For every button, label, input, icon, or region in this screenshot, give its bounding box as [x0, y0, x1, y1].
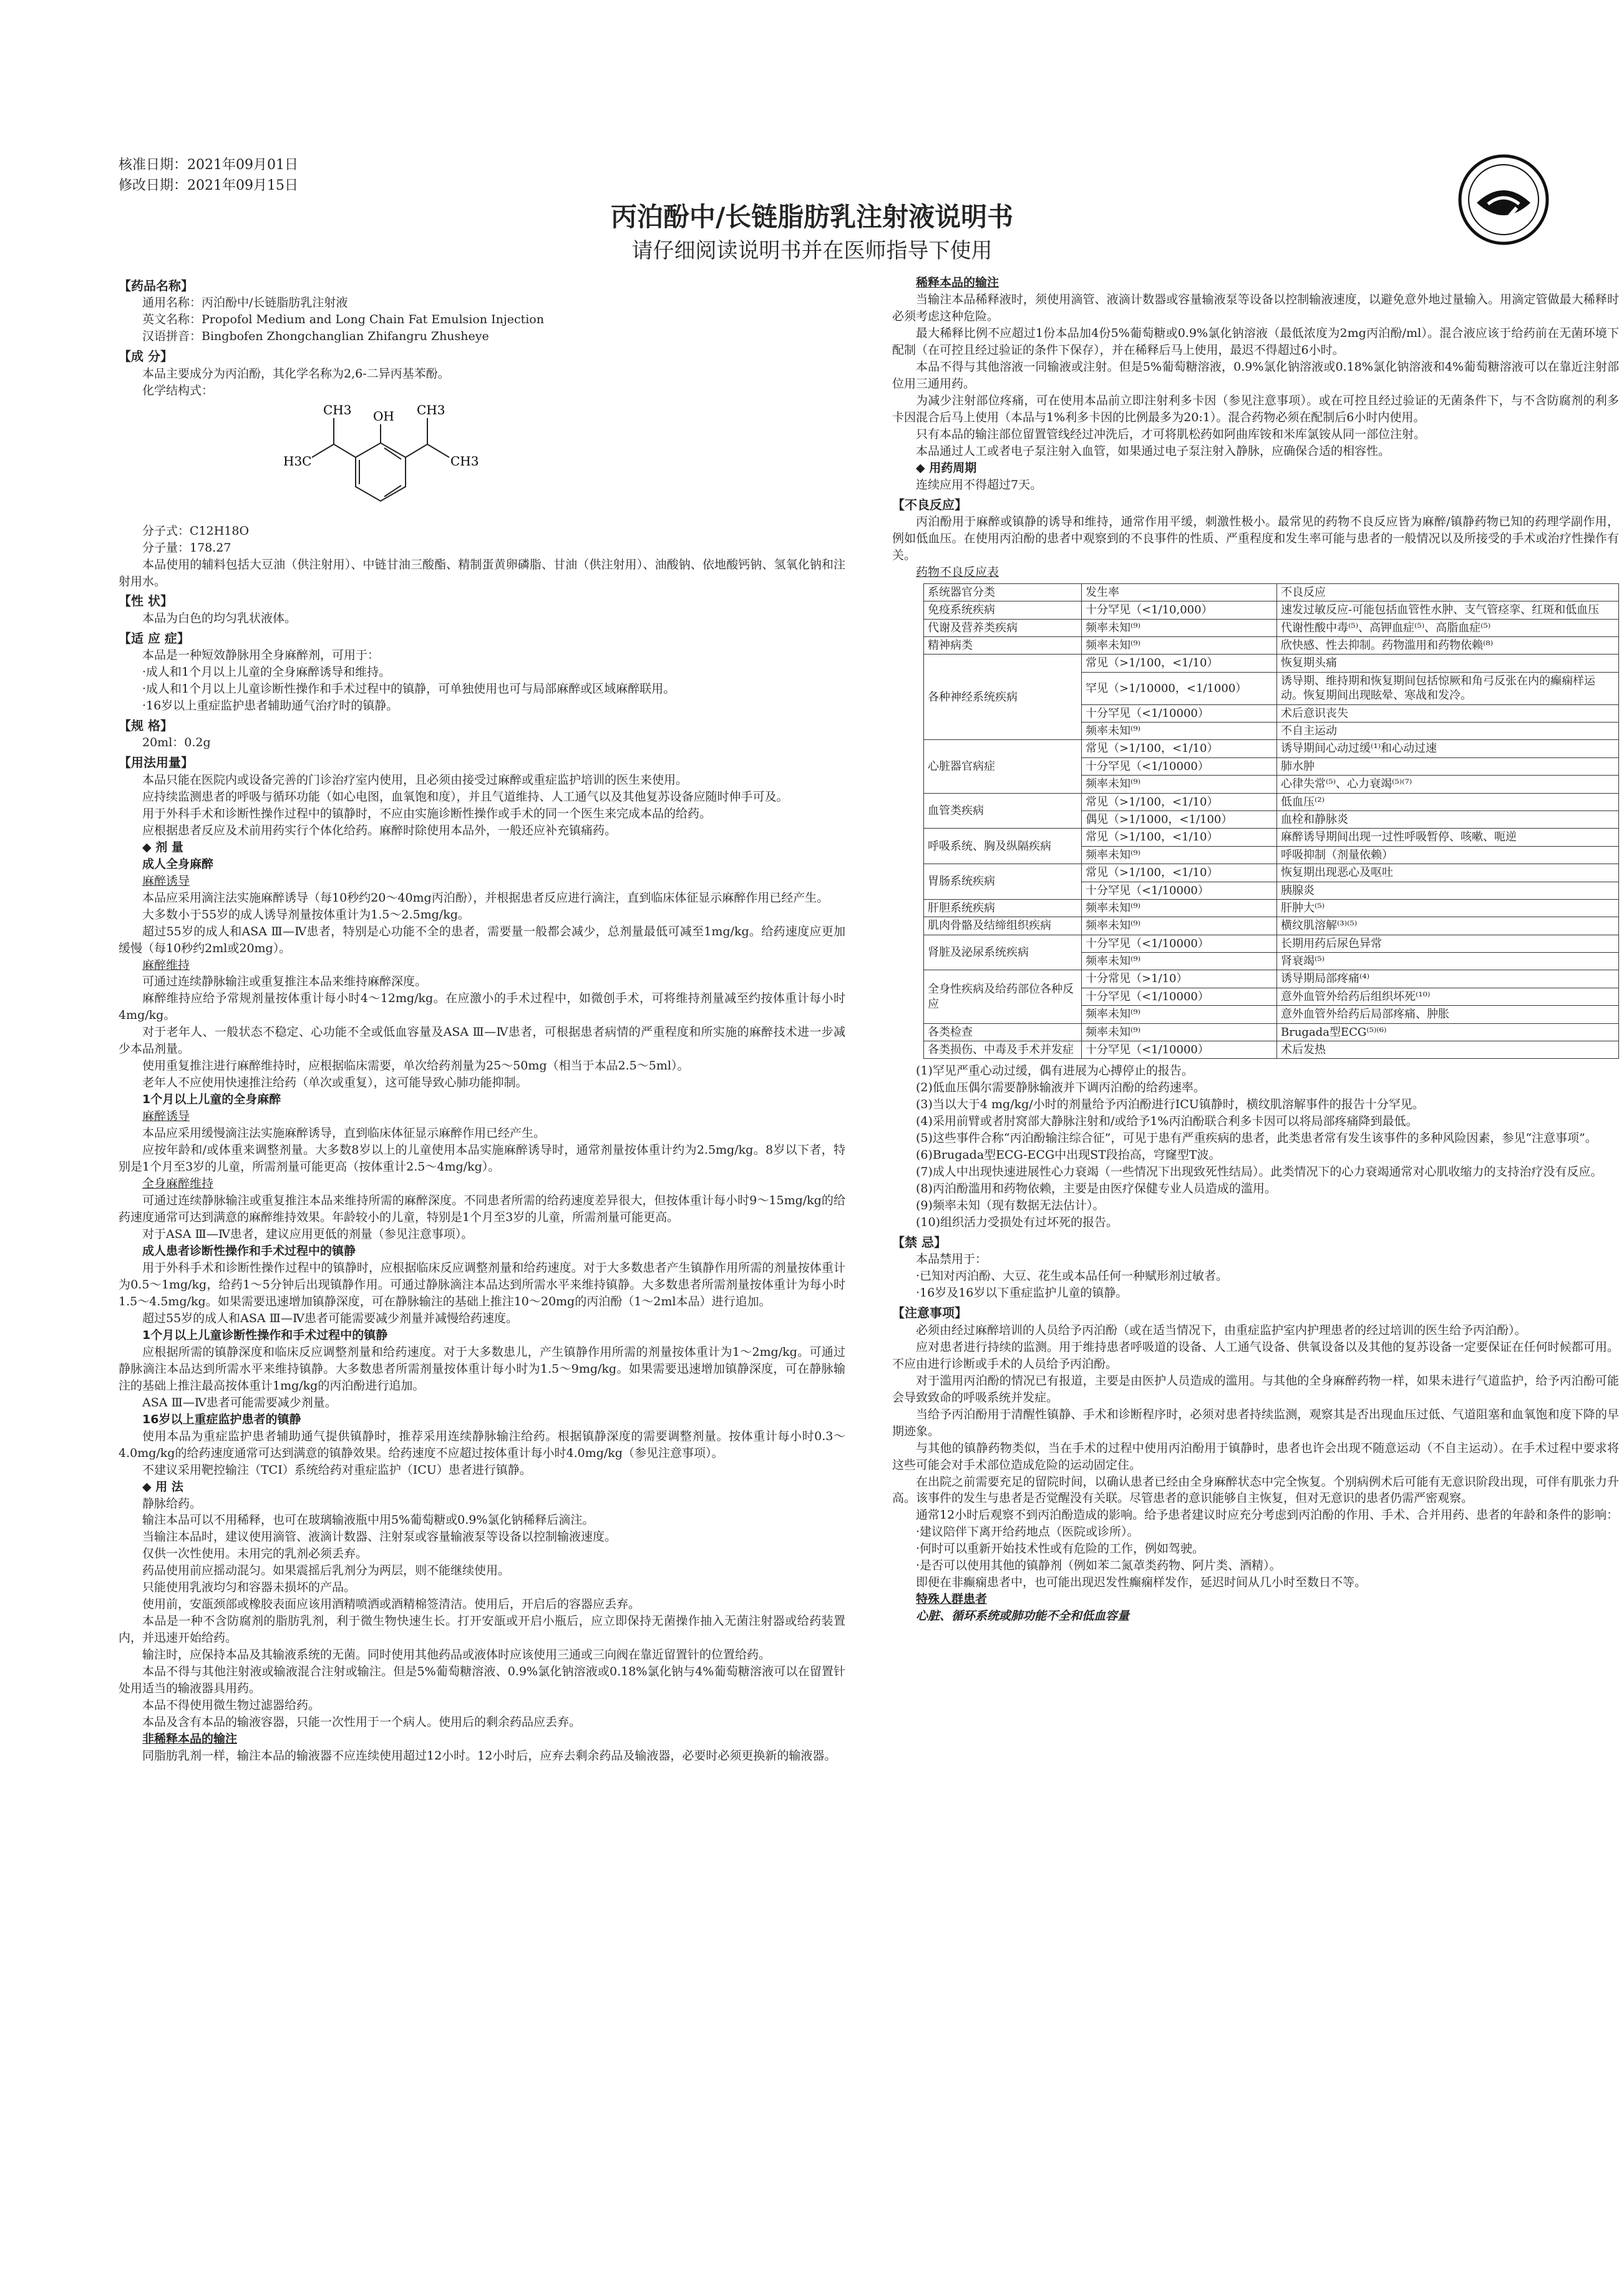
administration-paragraph: 本品不得使用微生物过滤器给药。 — [142, 1698, 321, 1713]
table-row — [924, 740, 1619, 757]
section-drug-name: 【药品名称】 — [119, 278, 193, 293]
footnote: (9)频率未知（现有数据无法估计）。 — [916, 1199, 1105, 1213]
section-adverse-reactions: 【不良反应】 — [892, 497, 967, 512]
adverse-reaction-table — [923, 583, 1619, 1059]
treatment-period-heading: ◆ 用药周期 — [916, 460, 977, 475]
maintenance-paragraph: 使用重复推注进行麻醉维持时，应根据临床需要，单次给药剂量为25～50mg（相当于本品2.5～5ml）。 — [142, 1059, 689, 1073]
contraindications-text: 本品禁用于： — [916, 1252, 988, 1267]
reaction-cell: Brugada型ECG⁽⁵⁾⁽⁶⁾ — [1277, 1023, 1619, 1041]
frequency-cell: 十分罕见（<1/10000） — [1082, 704, 1277, 722]
frequency-cell: 频率未知⁽⁹⁾ — [1082, 899, 1277, 917]
structure-label: 化学结构式： — [142, 383, 214, 397]
adverse-reaction-table-caption: 药物不良反应表 — [916, 565, 999, 579]
diluted-infusion-paragraph: 最大稀释比例不应超过1份本品加4份5%葡萄糖或0.9%氯化钠溶液（最低浓度为2mg丙泊酚/ml）。混合液应该于给药前在无菌环境下配制（在可控且经过验证的条件下保存），并在稀释后马上使用，最迟不得超过6小时。 — [892, 326, 1619, 357]
generic-name: 通用名称：丙泊酚中/长链脂肪乳注射液 — [142, 296, 348, 310]
properties-text: 本品为白色的均匀乳状液体。 — [142, 611, 297, 625]
reaction-cell: 长期用药后尿色异常 — [1277, 935, 1619, 952]
precaution-item: ·是否可以使用其他的镇静剂（例如苯二氮䓬类药物、阿片类、酒精）。 — [916, 1559, 1281, 1573]
administration-paragraph: 本品不得与其他注射液或输液混合注射或输注。但是5%葡萄糖溶液、0.9%氯化钠溶液或0.18%氯化钠与4%葡萄糖溶液可以在留置针处用适当的输液器具用药。 — [119, 1665, 845, 1696]
table-row — [924, 864, 1619, 882]
administration-paragraph: 只能使用乳液均匀和容器未损坏的产品。 — [142, 1580, 356, 1595]
frequency-cell: 常见（>1/100，<1/10） — [1082, 829, 1277, 846]
reaction-cell: 不自主运动 — [1277, 722, 1619, 739]
reaction-cell: 诱导期间心动过缓⁽¹⁾和心动过速 — [1277, 740, 1619, 757]
precaution-item: ·何时可以重新开始技术性或有危险的工作，例如驾驶。 — [916, 1542, 1205, 1556]
frequency-cell: 常见（>1/100，<1/10） — [1082, 793, 1277, 810]
revision-date: 修改日期：2021年09月15日 — [119, 178, 298, 193]
organ-class-cell: 全身性疾病及给药部位各种反应 — [924, 970, 1082, 1023]
frequency-cell: 频率未知⁽⁹⁾ — [1082, 1006, 1277, 1023]
administration-paragraph: 本品是一种不含防腐剂的脂肪乳剂，利于微生物快速生长。打开安瓿或开启小瓶后，应立即保持无菌操作抽入无菌注射器或给药装置内，并迅速开始给药。 — [119, 1614, 845, 1645]
frequency-cell: 常见（>1/100，<1/10） — [1082, 655, 1277, 672]
administration-paragraph: 本品及含有本品的输液容器，只能一次性用于一个病人。使用后的剩余药品应丢弃。 — [142, 1715, 581, 1730]
icu-sedation-heading: 16岁以上重症监护患者的镇静 — [142, 1412, 301, 1426]
table-header-cell: 发生率 — [1082, 583, 1277, 601]
adult-sedation-paragraph: 超过55岁的成人和ASA Ⅲ—Ⅳ患者可能需要减少剂量并减慢给药速度。 — [142, 1311, 518, 1325]
section-usage-dosage: 【用法用量】 — [119, 755, 193, 771]
child-maintenance-paragraph: 对于ASA Ⅲ—Ⅳ患者，建议应用更低的剂量（参见注意事项）。 — [142, 1227, 474, 1241]
indication-item: ·成人和1个月以上儿童的全身麻醉诱导和维持。 — [142, 665, 391, 679]
contraindication-item: ·16岁及16岁以下重症监护儿童的镇静。 — [916, 1286, 1128, 1300]
indication-item: ·成人和1个月以上儿童诊断性操作和手术过程中的镇静，可单独使用也可与局部麻醉或区域麻醉联用。 — [142, 682, 676, 696]
frequency-cell: 频率未知⁽⁹⁾ — [1082, 917, 1277, 935]
administration-paragraph: 当输注本品时，建议使用滴管、液滴计数器、注射泵或容量输液泵等设备以控制输液速度。 — [142, 1530, 617, 1544]
formula-ch3-far-label: CH3 — [450, 453, 479, 469]
maintenance-paragraph: 对于老年人、一般状态不稳定、心功能不全或低血容量及ASA Ⅲ—Ⅳ患者，可根据患者病情的严重程度和所实施的麻醉技术进一步减少本品剂量。 — [119, 1025, 845, 1056]
table-row — [924, 899, 1619, 917]
frequency-cell: 频率未知⁽⁹⁾ — [1082, 637, 1277, 655]
organ-class-cell: 肝胆系统疾病 — [924, 899, 1082, 917]
administration-heading: ◆ 用 法 — [142, 1479, 183, 1494]
usage-paragraph: 应持续监测患者的呼吸与循环功能（如心电图，血氧饱和度），并且气道维持、人工通气以及其他复苏设备应随时伸手可及。 — [142, 789, 789, 804]
formula-oh-label: OH — [373, 408, 394, 424]
precautions-paragraph: 与其他的镇静药物类似，当在手术的过程中使用丙泊酚用于镇静时，患者也许会出现不随意运动（不自主运动）。在手术过程中要求将这些可能会对手术部位造成危险的运动固定住。 — [892, 1441, 1619, 1472]
molecular-weight: 分子量：178.27 — [142, 540, 231, 555]
left-column — [119, 275, 845, 2246]
child-induction-heading: 麻醉诱导 — [142, 1109, 190, 1124]
treatment-period-text: 连续应用不得超过7天。 — [916, 477, 1043, 492]
frequency-cell: 频率未知⁽⁹⁾ — [1082, 619, 1277, 636]
footnote: (4)采用前臂或者肘窝部大静脉注射和/或给予1%丙泊酚联合利多卡因可以将局部疼痛降到最低。 — [916, 1114, 1418, 1129]
reaction-cell: 肾衰竭⁽⁵⁾ — [1277, 953, 1619, 970]
organ-class-cell: 各类损伤、中毒及手术并发症 — [924, 1041, 1082, 1059]
induction-paragraph: 超过55岁的成人和ASA Ⅲ—Ⅳ患者，特别是心功能不全的患者，需要量一般都会减少，总剂量最低可减至1mg/kg。给药速度应更加缓慢（每10秒约2ml或20mg）。 — [119, 924, 845, 955]
table-row — [924, 829, 1619, 846]
chemical-structure-diagram — [268, 399, 493, 518]
frequency-cell: 十分罕见（<1/10000） — [1082, 882, 1277, 899]
child-sedation-heading: 1个月以上儿童诊断性操作和手术过程中的镇静 — [142, 1328, 388, 1342]
right-column — [892, 275, 1619, 2246]
section-composition: 【成 分】 — [119, 349, 173, 364]
child-maintenance-paragraph: 可通过连续静脉输注或重复推注本品来维持所需的麻醉深度。不同患者所需的给药速度差异很大，但按体重计每小时9～15mg/kg的给药速度通常可达到满意的麻醉维持效果。年龄较小的儿童，特别是1个月至3岁的儿童，所需剂量可能更高。 — [119, 1194, 845, 1225]
diluted-infusion-paragraph: 本品通过人工或者电子泵注射入血管，如果通过电子泵注射入静脉，应确保合适的相容性。 — [916, 444, 1391, 458]
frequency-cell: 频率未知⁽⁹⁾ — [1082, 1023, 1277, 1041]
administration-paragraph: 输注本品可以不用稀释，也可在玻璃输液瓶中用5%葡萄糖或0.9%氯化钠稀释后滴注。 — [142, 1513, 595, 1527]
excipients-text: 本品使用的辅料包括大豆油（供注射用）、中链甘油三酸酯、精制蛋黄卵磷脂、甘油（供注射用）、油酸钠、依地酸钙钠、氢氧化钠和注射用水。 — [119, 557, 845, 588]
administration-paragraph: 输注时，应保持本品及其输液系统的无菌。同时使用其他药品或液体时应该使用三通或三向阀在靠近留置针的位置给药。 — [142, 1648, 771, 1662]
organ-class-cell: 免疫系统疾病 — [924, 601, 1082, 619]
table-row — [924, 1023, 1619, 1041]
child-maintenance-heading: 全身麻醉维持 — [142, 1177, 214, 1191]
reaction-cell: 代谢性酸中毒⁽⁵⁾、高钾血症⁽⁵⁾、高脂血症⁽⁵⁾ — [1277, 619, 1619, 636]
organ-class-cell: 代谢及营养类疾病 — [924, 619, 1082, 636]
organ-class-cell: 精神病类 — [924, 637, 1082, 655]
frequency-cell: 偶见（>1/1000，<1/100） — [1082, 810, 1277, 828]
footnote: (3)当以大于4 mg/kg/小时的剂量给予丙泊酚进行ICU镇静时，横纹肌溶解事件的报告十分罕见。 — [916, 1098, 1424, 1112]
frequency-cell: 频率未知⁽⁹⁾ — [1082, 776, 1277, 793]
reaction-cell: 诱导期局部疼痛⁽⁴⁾ — [1277, 970, 1619, 988]
table-row — [924, 917, 1619, 935]
frequency-cell: 常见（>1/100，<1/10） — [1082, 864, 1277, 882]
diluted-infusion-paragraph: 本品不得与其他溶液一同输液或注射。但是5%葡萄糖溶液，0.9%氯化钠溶液或0.18%氯化钠溶液和4%葡萄糖溶液可以在靠近注射部位用三通用药。 — [892, 359, 1619, 391]
frequency-cell: 罕见（>1/10000，<1/1000） — [1082, 672, 1277, 704]
english-name: 英文名称：Propofol Medium and Long Chain Fat Emulsion Injection — [142, 313, 544, 327]
table-row — [924, 793, 1619, 810]
organ-class-cell: 肾脏及泌尿系统疾病 — [924, 935, 1082, 970]
indications-text: 本品是一种短效静脉用全身麻醉剂，可用于： — [142, 648, 380, 663]
adult-anesthesia-heading: 成人全身麻醉 — [142, 857, 214, 871]
document-subtitle: 请仔细阅读说明书并在医师指导下使用 — [631, 238, 993, 263]
administration-paragraph: 静脉给药。 — [142, 1496, 202, 1511]
table-row — [924, 601, 1619, 619]
reaction-cell: 欣快感、性去抑制。药物滥用和药物依赖⁽⁸⁾ — [1277, 637, 1619, 655]
undiluted-infusion-heading: 非稀释本品的输注 — [142, 1732, 238, 1746]
child-sedation-paragraph: 应根据所需的镇静深度和临床反应调整剂量和给药速度。对于大多数患儿，产生镇静作用所需的剂量按体重计为1～2mg/kg。可通过静脉滴注本品达到所需水平来维持镇静。大多数患者所需剂量按体重计每小时为1.5～9mg/kg。如果需要迅速增加镇静深度，可在静脉输注的基础上推注最高按体重计1mg/kg的丙泊酚进行追加。 — [119, 1345, 845, 1393]
table-row — [924, 637, 1619, 655]
footnote: (10)组织活力受损处有过坏死的报告。 — [916, 1215, 1119, 1230]
child-induction-paragraph: 应按年龄和/或体重来调整剂量。大多数8岁以上的儿童使用本品实施麻醉诱导时，通常剂量按体重计约为2.5mg/kg。8岁以下者，特别是1个月至3岁的儿童，所需剂量可能更高（按体重计2.5～4mg/kg）。 — [119, 1143, 845, 1174]
table-row — [924, 935, 1619, 952]
table-header-cell: 系统器官分类 — [924, 583, 1082, 601]
contraindication-item: ·已知对丙泊酚、大豆、花生或本品任何一种赋形剂过敏者。 — [916, 1269, 1228, 1283]
special-populations-heading: 特殊人群患者 — [916, 1592, 988, 1607]
indication-item: ·16岁以上重症监护患者辅助通气治疗时的镇静。 — [142, 699, 399, 713]
frequency-cell: 十分罕见（<1/10000） — [1082, 988, 1277, 1005]
icu-sedation-paragraph: 不建议采用靶控输注（TCI）系统给药对重症监护（ICU）患者进行镇静。 — [142, 1463, 532, 1477]
adverse-reaction-table-body — [924, 601, 1619, 1059]
induction-paragraph: 本品应采用滴注法实施麻醉诱导（每10秒约20～40mg丙泊酚），并根据患者反应进行滴注，直到临床体征显示麻醉作用已经产生。 — [142, 890, 829, 905]
footnote: (1)罕见严重心动过缓，偶有进展为心搏停止的报告。 — [916, 1064, 1194, 1078]
usage-paragraph: 应根据患者反应及术前用药实行个体化给药。麻醉时除使用本品外，一般还应补充镇痛药。 — [142, 823, 617, 837]
document-dates — [119, 155, 298, 196]
diluted-infusion-paragraph: 只有本品的输注部位留置管线经过冲洗后，才可将肌松药如阿曲库铵和米库氯铵从同一部位注射。 — [916, 427, 1426, 441]
reaction-cell: 呼吸抑制（剂量依赖） — [1277, 846, 1619, 864]
usage-paragraph: 本品只能在医院内或设备完善的门诊治疗室内使用，且必须由接受过麻醉或重症监护培训的医生来使用。 — [142, 772, 688, 787]
frequency-cell: 十分罕见（<1/10,000） — [1082, 601, 1277, 619]
reaction-cell: 意外血管外给药后组织坏死⁽¹⁰⁾ — [1277, 988, 1619, 1005]
adult-sedation-heading: 成人患者诊断性操作和手术过程中的镇静 — [142, 1244, 356, 1258]
child-anesthesia-heading: 1个月以上儿童的全身麻醉 — [142, 1093, 281, 1107]
organ-class-cell: 各类检查 — [924, 1023, 1082, 1041]
footnote: (8)丙泊酚滥用和药物依赖，主要是由医疗保健专业人员造成的滥用。 — [916, 1182, 1276, 1196]
organ-class-cell: 各种神经系统疾病 — [924, 655, 1082, 740]
organ-class-cell: 血管类疾病 — [924, 793, 1082, 829]
reaction-cell: 麻醉诱导期间出现一过性呼吸暂停、咳嗽、呃逆 — [1277, 829, 1619, 846]
precautions-paragraph: 应对患者进行持续的监测。用于维持患者呼吸道的设备、人工通气设备、供氧设备以及其他的复苏设备一定要保证在任何时候都可用。不应由进行诊断或手术的人员给予丙泊酚。 — [892, 1340, 1619, 1371]
formula-ch3-right-label: CH3 — [417, 402, 445, 417]
frequency-cell: 常见（>1/100，<1/10） — [1082, 740, 1277, 757]
organ-class-cell: 心脏器官病症 — [924, 740, 1082, 793]
child-sedation-paragraph: ASA Ⅲ—Ⅳ患者可能需要减少剂量。 — [142, 1395, 337, 1409]
undiluted-infusion-paragraph: 同脂肪乳剂一样，输注本品的输液器不应连续使用超过12小时。12小时后，应弃去剩余药品及输液器，必要时必须更换新的输液器。 — [142, 1749, 837, 1763]
reaction-cell: 肺水肿 — [1277, 757, 1619, 775]
reaction-cell: 速发过敏反应-可能包括血管性水肿、支气管痉挛、红斑和低血压 — [1277, 601, 1619, 619]
reaction-cell: 血栓和静脉炎 — [1277, 810, 1619, 828]
precautions-paragraph: 通常12小时后观察不到丙泊酚造成的影响。给予患者建议时应充分考虑到丙泊酚的作用、手术、合并用药、患者的年龄和条件的影响： — [916, 1508, 1619, 1522]
reaction-cell: 低血压⁽²⁾ — [1277, 793, 1619, 810]
administration-paragraph: 药品使用前应摇动混匀。如果震摇后乳剂分为两层，则不能继续使用。 — [142, 1564, 510, 1578]
specification-text: 20ml：0.2g — [142, 736, 211, 750]
maintenance-paragraph: 可通过连续静脉输注或重复推注本品来维持麻醉深度。 — [142, 975, 427, 989]
reaction-cell: 心律失常⁽⁵⁾、心力衰竭⁽⁵⁾⁽⁷⁾ — [1277, 776, 1619, 793]
usage-paragraph: 用于外科手术和诊断性操作过程中的镇静时，不应由实施诊断性操作或手术的同一个医生来完成本品的给药。 — [142, 806, 712, 820]
footnote: (7)成人中出现快速进展性心力衰竭（一些情况下出现致死性结局）。此类情况下的心力衰竭通常对心肌收缩力的支持治疗没有反应。 — [916, 1165, 1603, 1179]
section-indications: 【适 应 症】 — [119, 630, 190, 646]
frequency-cell: 十分罕见（<1/10000） — [1082, 757, 1277, 775]
reaction-cell: 恢复期头痛 — [1277, 655, 1619, 672]
precautions-paragraph: 必须由经过麻醉培训的人员给予丙泊酚（或在适当情况下，由重症监护室内护理患者的经过培训的医生给予丙泊酚）。 — [916, 1323, 1527, 1337]
organ-class-cell: 呼吸系统、胸及纵隔疾病 — [924, 829, 1082, 864]
frequency-cell: 十分罕见（<1/10000） — [1082, 1041, 1277, 1059]
footnote: (6)Brugada型ECG-ECG中出现ST段抬高，穹窿型T波。 — [916, 1148, 1221, 1162]
frequency-cell: 频率未知⁽⁹⁾ — [1082, 846, 1277, 864]
table-row — [924, 655, 1619, 672]
maintenance-paragraph: 麻醉维持应给予常规剂量按体重计每小时4～12mg/kg。在应激小的手术过程中，如微创手术，可将维持剂量减至约按体重计每小时4mg/kg。 — [119, 991, 845, 1023]
table-header-cell: 不良反应 — [1277, 583, 1619, 601]
diluted-infusion-paragraph: 为减少注射部位疼痛，可在使用本品前立即注射利多卡因（参见注意事项）。或在可控且经过验证的无菌条件下，与不含防腐剂的利多卡因混合后马上使用（本品与1%利多卡因的比例最多为20:1）。混合药物必须在配制后6小时内使用。 — [892, 393, 1619, 424]
precautions-paragraph: 在出院之前需要充足的留院时间，以确认患者已经由全身麻醉状态中完全恢复。个别病例术后可能有无意识阶段出现，可伴有肌张力升高。该事件的发生与患者是否觉醒没有关联。尽管患者的意识能够自主恢复，但对无意识的患者仍需严密观察。 — [892, 1474, 1619, 1506]
child-induction-paragraph: 本品应采用缓慢滴注法实施麻醉诱导，直到临床体征显示麻醉作用已经产生。 — [142, 1126, 546, 1141]
administration-paragraph: 仅供一次性使用。未用完的乳剂必须丢弃。 — [142, 1547, 368, 1561]
section-specification: 【规 格】 — [119, 718, 173, 734]
reaction-cell: 术后发热 — [1277, 1041, 1619, 1059]
table-header-row — [924, 583, 1619, 601]
reaction-cell: 诱导期、维持期和恢复期间包括惊厥和角弓反张在内的癫痫样运动。恢复期间出现眩晕、寒战和发冷。 — [1277, 672, 1619, 704]
adult-sedation-paragraph: 用于外科手术和诊断性操作过程中的镇静时，应根据临床反应调整剂量和给药速度。对于大多数患者产生镇静作用所需的剂量按体重计为0.5～1mg/kg，给药1～5分钟后出现镇静作用。可通过静脉滴注本品达到所需水平来维持镇静。大多数患者所需剂量按体重计为每小时1.5～4.5mg/kg。如果需要迅速增加镇静深度，可在静脉输注的基础上推注10～20mg的丙泊酚（1～2ml本品）进行追加。 — [119, 1260, 845, 1308]
precautions-paragraph: 当给予丙泊酚用于清醒性镇静、手术和诊断程序时，必须对患者持续监测，观察其是否出现血压过低、气道阻塞和血氧饱和度下降的早期迹象。 — [892, 1407, 1619, 1438]
reaction-cell: 术后意识丧失 — [1277, 704, 1619, 722]
section-properties: 【性 状】 — [119, 593, 173, 609]
approval-date: 核准日期：2021年09月01日 — [119, 157, 298, 173]
special-population-subheading: 心脏、循环系统或肺功能不全和低血容量 — [916, 1609, 1130, 1623]
formula-ch3-left-label: CH3 — [323, 402, 352, 417]
section-contraindications: 【禁 忌】 — [892, 1235, 946, 1250]
reaction-cell: 胰腺炎 — [1277, 882, 1619, 899]
maintenance-paragraph: 老年人不应使用快速推注给药（单次或重复），这可能导致心肺功能抑制。 — [142, 1076, 528, 1090]
reaction-cell: 横纹肌溶解⁽³⁾⁽⁵⁾ — [1277, 917, 1619, 935]
document-title: 丙泊酚中/长链脂肪乳注射液说明书 — [610, 202, 1014, 232]
precaution-item: ·建议陪伴下离开给药地点（医院或诊所）。 — [916, 1525, 1139, 1539]
frequency-cell: 十分常见（>1/10） — [1082, 970, 1277, 988]
footnote: (5)这些事件合称“丙泊酚输注综合征”，可见于患有严重疾病的患者，此类患者常有发生该事件的多种风险因素，参见“注意事项”。 — [916, 1131, 1597, 1146]
reaction-cell: 恢复期出现恶心及呕吐 — [1277, 864, 1619, 882]
organ-class-cell: 胃肠系统疾病 — [924, 864, 1082, 900]
frequency-cell: 频率未知⁽⁹⁾ — [1082, 953, 1277, 970]
organ-class-cell: 肌肉骨骼及结缔组织疾病 — [924, 917, 1082, 935]
frequency-cell: 十分罕见（<1/10000） — [1082, 935, 1277, 952]
precautions-paragraph: 即便在非癫痫患者中，也可能出现迟发性癫痫样发作，延迟时间从几小时至数日不等。 — [916, 1575, 1367, 1590]
dosage-heading: ◆ 剂 量 — [142, 840, 183, 854]
adverse-reactions-text: 丙泊酚用于麻醉或镇静的诱导和维持，通常作用平缓，刺激性极小。最常见的药物不良反应皆为麻醉/镇静药物已知的药理学副作用，例如低血压。在使用丙泊酚的患者中观察到的不良事件的性质、严重程度和发生率可能与患者的一般情况以及所接受的手术或治疗性操作有关。 — [892, 514, 1619, 562]
pinyin-name: 汉语拼音：Bingbofen Zhongchanglian Zhifangru Zhusheye — [142, 329, 489, 344]
reaction-cell: 意外血管外给药后局部疼痛、肿胀 — [1277, 1006, 1619, 1023]
formula-h3c-label: H3C — [283, 453, 312, 469]
diluted-infusion-paragraph: 当输注本品稀释液时，须使用滴管、液滴计数器或容量输液泵等设备以控制输液速度，以避免意外地过量输入。用滴定管做最大稀释时必须考虑这种危险。 — [892, 292, 1619, 323]
induction-paragraph: 大多数小于55岁的成人诱导剂量按体重计为1.5～2.5mg/kg。 — [142, 907, 470, 922]
diluted-infusion-heading: 稀释本品的输注 — [916, 276, 999, 290]
icu-sedation-paragraph: 使用本品为重症监护患者辅助通气提供镇静时，推荐采用连续静脉输注给药。根据镇静深度的需要调整剂量。按体重计每小时0.3～4.0mg/kg的给药速度通常可达到满意的镇静效果。给药速度不应超过按体重计每小时4.0mg/kg（参见注意事项）。 — [119, 1429, 845, 1460]
induction-heading: 麻醉诱导 — [142, 874, 190, 888]
section-precautions: 【注意事项】 — [892, 1305, 967, 1321]
table-row — [924, 970, 1619, 988]
precautions-paragraph: 对于滥用丙泊酚的情况已有报道，主要是由医护人员造成的滥用。与其他的全身麻醉药物一样，如果未进行气道监护，给予丙泊酚可能会导致致命的呼吸系统并发症。 — [892, 1373, 1619, 1404]
administration-paragraph: 使用前，安瓿颈部或橡胶表面应该用酒精喷洒或酒精棉签清洁。使用后，开启后的容器应丢弃。 — [142, 1597, 641, 1612]
maintenance-heading: 麻醉维持 — [142, 958, 190, 972]
frequency-cell: 频率未知⁽⁹⁾ — [1082, 722, 1277, 739]
table-row — [924, 1041, 1619, 1059]
molecular-formula: 分子式：C12H18O — [142, 523, 250, 538]
table-row — [924, 619, 1619, 636]
footnote: (2)低血压偶尔需要静脉输液并下调丙泊酚的给药速率。 — [916, 1081, 1205, 1095]
composition-text: 本品主要成分为丙泊酚，其化学名称为2,6-二异丙基苯酚。 — [142, 366, 450, 381]
reaction-cell: 肝肿大⁽⁵⁾ — [1277, 899, 1619, 917]
